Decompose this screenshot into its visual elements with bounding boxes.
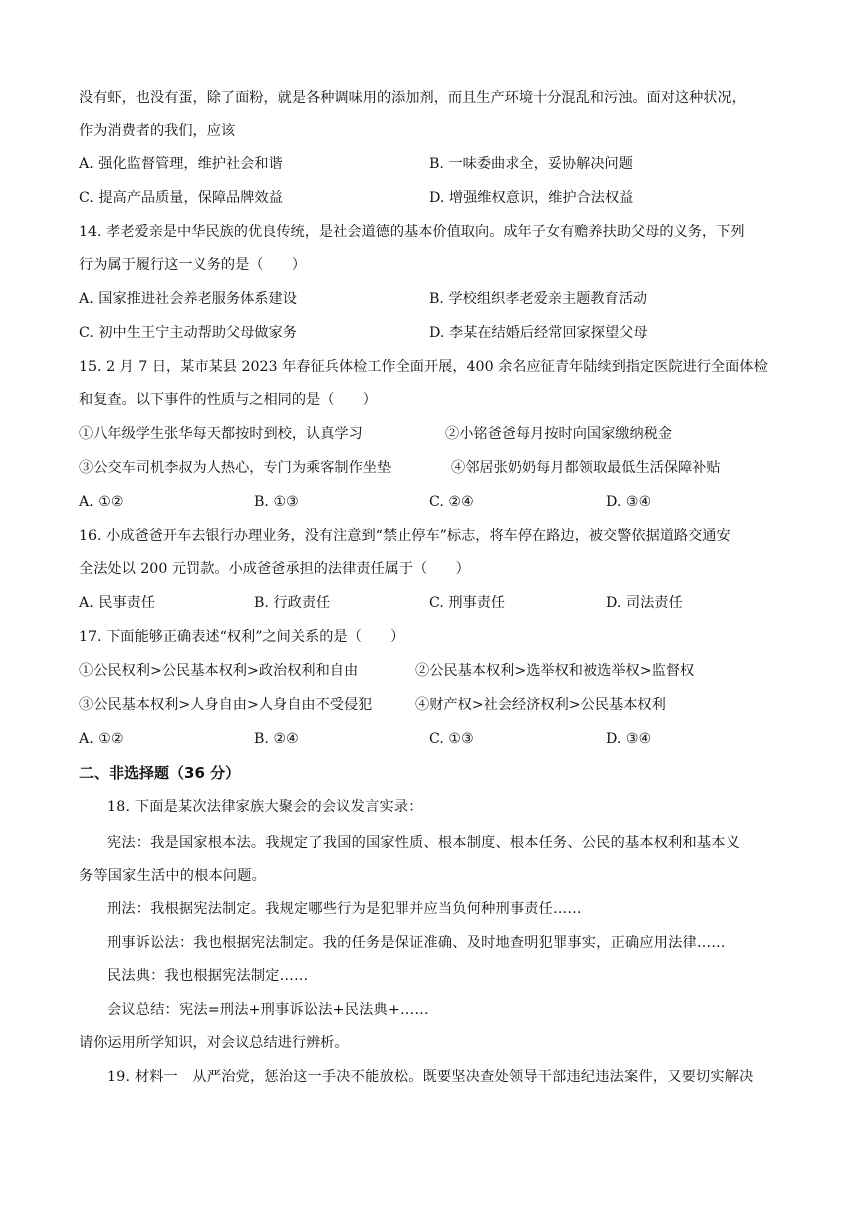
- q16-option-b[interactable]: B. 行政责任: [254, 595, 331, 611]
- q17-item-3: ③公民基本权利>人身自由>人身自由不受侵犯: [79, 697, 373, 713]
- q15-option-c[interactable]: C. ②④: [429, 494, 474, 510]
- q13-stem-line2: 作为消费者的我们，应该: [79, 123, 236, 139]
- q13-option-b[interactable]: B. 一味委曲求全，妥协解决问题: [429, 156, 633, 172]
- q14-option-a[interactable]: A. 国家推进社会养老服务体系建设: [79, 291, 297, 307]
- q15-items-row2: [79, 458, 794, 478]
- q18-line-summary: 会议总结：宪法=刑法+刑事诉讼法+民法典+……: [107, 1002, 429, 1018]
- q17-item-1: ①公民权利>公民基本权利>政治权利和自由: [79, 663, 359, 679]
- q14-option-b[interactable]: B. 学校组织孝老爱亲主题教育活动: [429, 291, 648, 307]
- q17-items-row2: [79, 695, 794, 715]
- q16-options-row: [79, 593, 794, 613]
- q17-stem-line1: 17. 下面能够正确表述“权利”之间关系的是（ ）: [79, 629, 405, 645]
- q14-options-row2: [79, 323, 794, 343]
- q18-line-constitution-cont: 务等国家生活中的根本问题。: [79, 868, 267, 884]
- q19-line1: 19. 材料一 从严治党，惩治这一手决不能放松。既要坚决查处领导干部违纪违法案件，又要切实解决: [107, 1069, 754, 1085]
- q13-option-d[interactable]: D. 增强维权意识，维护合法权益: [429, 190, 634, 206]
- q15-stem-line1: 15. 2 月 7 日，某市某县 2023 年春征兵体检工作全面开展，400 余名应征青年陆续到指定医院进行全面体检: [79, 359, 768, 375]
- q18-line-criminal-law: 刑法：我根据宪法制定。我规定哪些行为是犯罪并应当负何种刑事责任……: [107, 901, 582, 917]
- q17-options-row: [79, 729, 794, 749]
- q18-line-civil-code: 民法典：我也根据宪法制定……: [107, 968, 309, 984]
- q15-item-4: ④邻居张奶奶每月都领取最低生活保障补贴: [451, 460, 721, 476]
- q15-options-row: [79, 492, 794, 512]
- q17-option-d[interactable]: D. ③④: [606, 731, 652, 747]
- q18-prompt: 请你运用所学知识，对会议总结进行辨析。: [79, 1035, 349, 1051]
- q13-stem-line1: 没有虾，也没有蛋，除了面粉，就是各种调味用的添加剂，而且生产环境十分混乱和污浊。面对这种状况，: [79, 90, 746, 106]
- q18-intro: 18. 下面是某次法律家族大聚会的会议发言实录：: [107, 799, 423, 815]
- q15-item-1: ①八年级学生张华每天都按时到校，认真学习: [79, 426, 363, 442]
- q18-line-constitution: 宪法：我是国家根本法。我规定了我国的国家性质、根本制度、根本任务、公民的基本权利和基本义: [107, 835, 741, 851]
- q13-option-c[interactable]: C. 提高产品质量，保障品牌效益: [79, 190, 283, 206]
- q17-option-b[interactable]: B. ②④: [254, 731, 299, 747]
- q15-option-b[interactable]: B. ①③: [254, 494, 299, 510]
- q15-item-2: ②小铭爸爸每月按时向国家缴纳税金: [445, 426, 673, 442]
- q16-stem-line2: 全法处以 200 元罚款。小成爸爸承担的法律责任属于（ ）: [79, 561, 470, 577]
- section-heading: 二、非选择题（36 分）: [79, 764, 241, 782]
- q15-option-d[interactable]: D. ③④: [606, 494, 652, 510]
- q14-stem-line2: 行为属于履行这一义务的是（ ）: [79, 257, 307, 273]
- q16-option-c[interactable]: C. 刑事责任: [429, 595, 506, 611]
- q13-options-row2: [79, 188, 794, 208]
- q16-option-a[interactable]: A. 民事责任: [79, 595, 156, 611]
- q16-stem-line1: 16. 小成爸爸开车去银行办理业务，没有注意到“禁止停车”标志，将车停在路边，被交警依据道路交通安: [79, 528, 731, 544]
- q14-option-c[interactable]: C. 初中生王宁主动帮助父母做家务: [79, 325, 297, 341]
- q17-item-2: ②公民基本权利>选举权和被选举权>监督权: [415, 663, 695, 679]
- q15-items-row1: [79, 424, 794, 444]
- q15-item-3: ③公交车司机李叔为人热心，专门为乘客制作坐垫: [79, 460, 392, 476]
- q17-option-c[interactable]: C. ①③: [429, 731, 474, 747]
- q14-option-d[interactable]: D. 李某在结婚后经常回家探望父母: [429, 325, 648, 341]
- q15-stem-line2: 和复查。以下事件的性质与之相同的是（ ）: [79, 392, 377, 408]
- q17-item-4: ④财产权>社会经济权利>公民基本权利: [415, 697, 666, 713]
- q14-stem-line1: 14. 孝老爱亲是中华民族的优良传统，是社会道德的基本价值取向。成年子女有赡养扶助父母的义务，下列: [79, 224, 745, 240]
- q13-options-row1: [79, 154, 794, 174]
- q16-option-d[interactable]: D. 司法责任: [606, 595, 683, 611]
- q15-option-a[interactable]: A. ①②: [79, 494, 124, 510]
- q17-option-a[interactable]: A. ①②: [79, 731, 124, 747]
- q14-options-row1: [79, 289, 794, 309]
- q13-option-a[interactable]: A. 强化监督管理，维护社会和谐: [79, 156, 283, 172]
- q18-line-criminal-procedure: 刑事诉讼法：我也根据宪法制定。我的任务是保证准确、及时地查明犯罪事实，正确应用法律……: [107, 935, 726, 951]
- q17-items-row1: [79, 661, 794, 681]
